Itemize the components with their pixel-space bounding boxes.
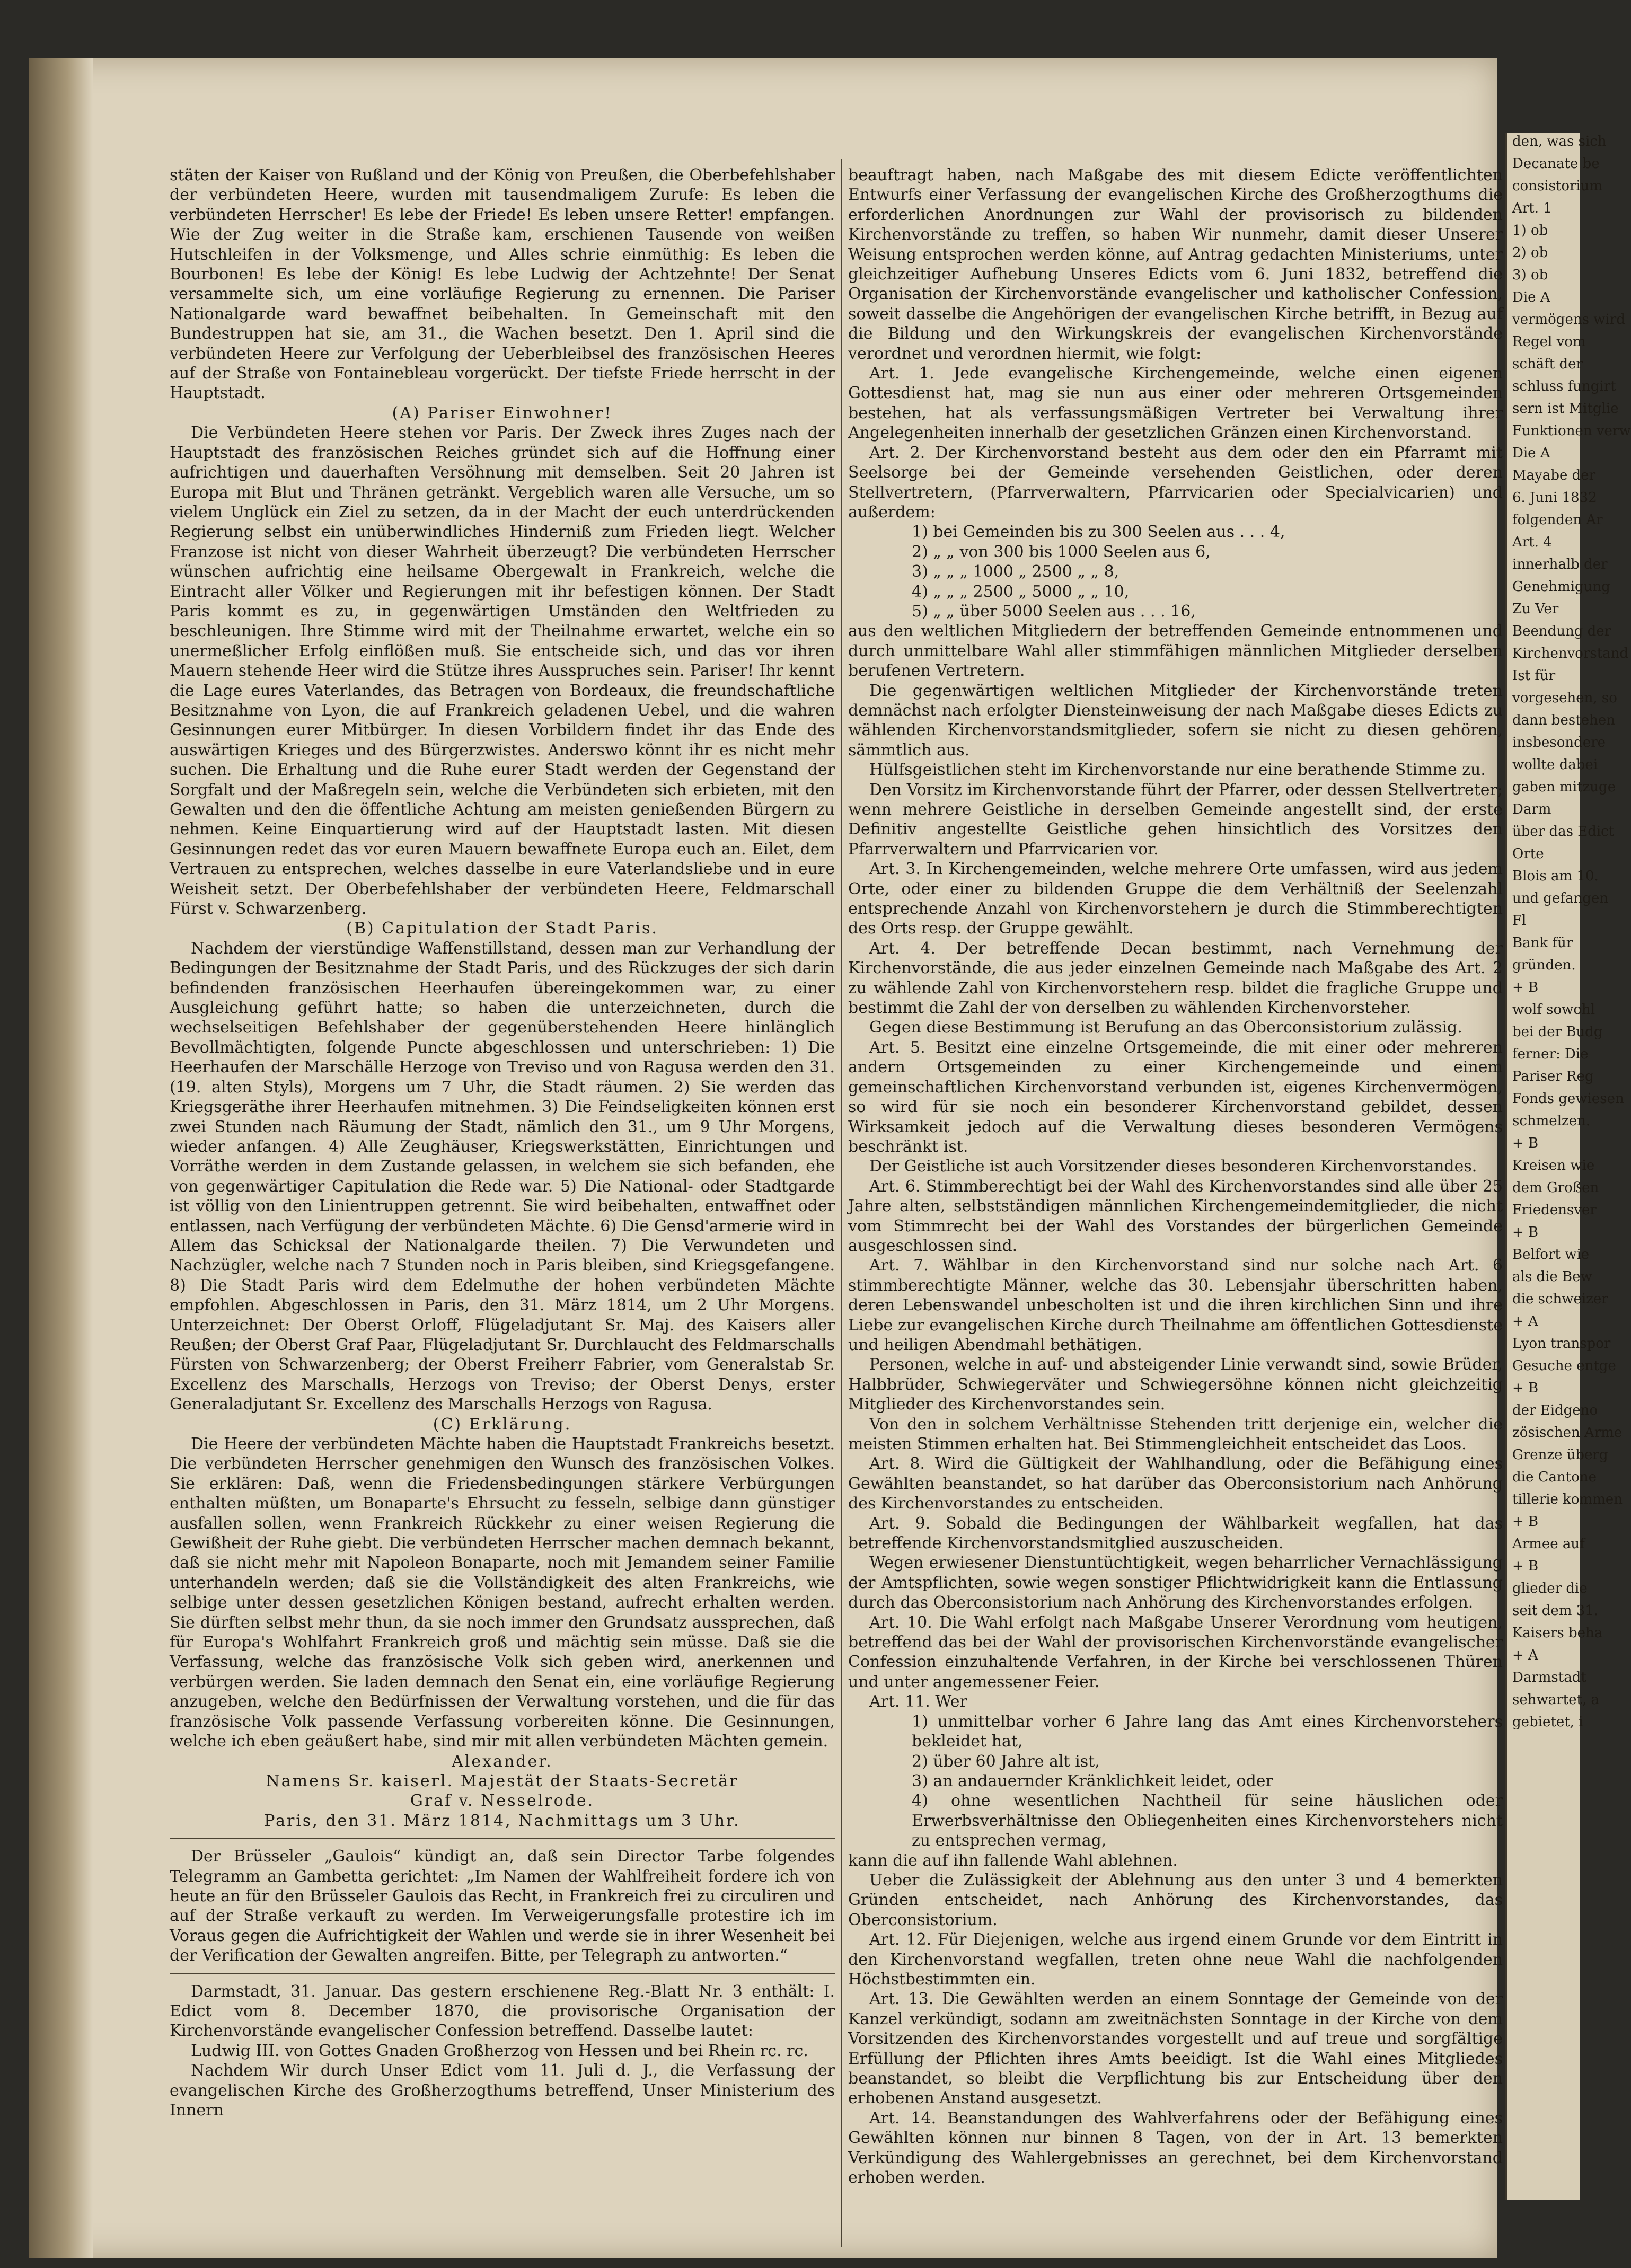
article-5: Art. 5. Besitzt eine einzelne Ortsgemeinde, die mit einer oder mehreren andern Ortsgemeinden zu einer Kirchengemeinde und einem gemeinschaftlichen Kirchenvorstand verbunden ist, eigenes Kirchenvermögen, so wird für sie noch ein besonderer Kirchenvorstand gebildet, dessen Wirksamkeit jedoch auf die Verwaltung dieses besonderen Vermögens beschränkt ist. bbox=[848, 1038, 1503, 1156]
adjacent-page-fragment: folgenden Ar bbox=[1512, 512, 1603, 528]
article-1: Art. 1. Jede evangelische Kirchengemeinde, welche einen eigenen Gottesdienst hat, mag sie nun aus einer oder mehreren Ortsgemeinden bestehen, hat als verfassungsmäßigen Vertreter bei Verwaltung ihrer Angelegenheiten innerhalb der gesetzlichen Gränzen einen Kirchenvorstand. bbox=[848, 364, 1503, 443]
seat-table-row: 2) „ „ von 300 bis 1000 Seelen aus 6, bbox=[912, 542, 1211, 561]
adjacent-page-fragment: Kreisen wie bbox=[1512, 1158, 1595, 1173]
ludwig-title: Ludwig III. von Gottes Gnaden Großherzog von Hessen und bei Rhein rc. rc. bbox=[191, 2041, 808, 2060]
right-column bbox=[848, 165, 1503, 2248]
adjacent-page-fragment: Darm bbox=[1512, 801, 1551, 817]
gaulois-article: Der Brüsseler „Gaulois“ kündigt an, daß sein Director Tarbe folgendes Telegramm an Gambetta gerichtet: „Im Namen der Wahlfreiheit fordere ich von heute an für den Brüsseler Gaulois das Recht, in Frankreich frei zu circuliren und auf der Straße verkauft zu werden. Im Verweigerungsfalle protestire ich im Voraus gegen die Aufrichtigkeit der Wahlen und werde sie in ihrer Wesenheit bei der Verification der Gewalten angreifen. Bitte, per Telegraph zu antworten.“ bbox=[170, 1847, 835, 1965]
adjacent-page-fragment: 1) ob bbox=[1512, 223, 1548, 239]
article-6: Art. 6. Stimmberechtigt bei der Wahl des Kirchenvorstandes sind alle über 25 Jahre alten, selbstständigen männlichen Kirchengemeindemitglieder, die nicht vom Stimmrecht bei der Wahl des Vorstandes der bürgerlichen Gemeinde ausgeschlossen sind. bbox=[848, 1177, 1503, 1255]
article-14: Art. 14. Beanstandungen des Wahlverfahrens oder der Befähigung eines Gewählten können nur binnen 8 Tagen, von der in Art. 13 bemerkten Verkündigung des Wahlergebnisses an gerechnet, bei dem Kirchenvorstand erhoben werden. bbox=[848, 2108, 1503, 2187]
adjacent-page-fragment: als die Bew bbox=[1512, 1269, 1592, 1285]
adjacent-page-fragment: bei der Budg bbox=[1512, 1024, 1603, 1040]
adjacent-page-fragment: die Cantone bbox=[1512, 1469, 1597, 1485]
section-heading-a: (A) Pariser Einwohner! bbox=[392, 403, 613, 422]
adjacent-page-fragment: gaben mitzuge bbox=[1512, 779, 1616, 795]
adjacent-page-fragment: sehwartet, a bbox=[1512, 1692, 1599, 1708]
adjacent-page-fragment: Bank für bbox=[1512, 935, 1573, 951]
article-2-paragraph: Den Vorsitz im Kirchenvorstande führt der Pfarrer, oder dessen Stellvertreter; wenn mehrere Geistliche in derselben Gemeinde angestellt sind, der erste Definitiv angestellte Geistliche gehen hinsichtlich des Vorsitzes den Pfarrverwaltern und Pfarrvicarien vor. bbox=[848, 780, 1503, 859]
list-item: 3) an andauernder Kränklichkeit leidet, oder bbox=[912, 1771, 1273, 1790]
section-body-b: Nachdem der vierstündige Waffenstillstand, dessen man zur Verhandlung der Bedingungen der Besitznahme der Stadt Paris, und des Rückzuges der sich darin befindenden französischen Heerhaufen übereingekommen war, zu einer Ausgleichung geführt hatte; so haben die unterzeichneten, durch die wechselseitigen Befehlshaber der gegenüberstehenden Heere hinlänglich Bevollmächtigten, folgende Puncte abgeschlossen und unterschrieben: 1) Die Heerhaufen der Marschälle Herzoge von Treviso und von Ragusa werden den 31. (19. alten Styls), Morgens um 7 Uhr, die Stadt räumen. 2) Sie werden das Kriegsgeräthe ihrer Heerhaufen mitnehmen. 3) Die Feindseligkeiten können erst zwei Stunden nach Räumung der Stadt, nämlich den 31., um 9 Uhr Morgens, wieder anfangen. 4) Alle Zeughäuser, Kriegswerkstätten, Einrichtungen und Vorräthe werden in dem Zustande gelassen, in welchem sie sich befanden, ehe von gegenwärtiger Capitulation die Rede war. 5) Die National- oder Stadtgarde ist völlig von den Linientruppen getrennt. Sie wird beibehalten, entwaffnet oder entlassen, nach Verfügung der verbündeten Mächte. 6) Die Gensd'armerie wird in Allem das Schicksal der Nationalgarde theilen. 7) Die Verwundeten und Nachzügler, welche nach 7 Stunden noch in Paris bleiben, sind Kriegsgefangene. 8) Die Stadt Paris wird dem Edelmuthe der hohen verbündeten Mächte empfohlen. Abgeschlossen in Paris, den 31. März 1814, um 2 Uhr Morgens. Unterzeichnet: Der Oberst Orloff, Flügeladjutant Sr. Maj. des Kaisers aller Reußen; der Oberst Graf Paar, Flügeladjutant Sr. Durchlaucht des Feldmarschalls Fürsten von Schwarzenberg; der Oberst Freiherr Fabrier, vom Generalstab Sr. Excellenz des Marschalls, Herzogs von Treviso; der Oberst Denys, erster Generaladjutant Sr. Excellenz des Marschalls Herzogs von Ragusa. bbox=[170, 939, 835, 1414]
list-item: 1) unmittelbar vorher 6 Jahre lang das Amt eines Kirchenvorstehers bekleidet hat, bbox=[912, 1712, 1503, 1751]
adjacent-page-fragment: vorgesehen, so bbox=[1512, 690, 1617, 706]
adjacent-page-fragment: + B bbox=[1512, 1558, 1539, 1574]
seat-table-row: 3) „ „ „ 1000 „ 2500 „ „ 8, bbox=[912, 562, 1119, 581]
adjacent-page-fragment: + A bbox=[1512, 1313, 1538, 1329]
edict-preamble: Nachdem Wir durch Unser Edict vom 11. Juli d. J., die Verfassung der evangelischen Kirche des Großherzogthums betreffend, Unser Ministerium des Innern bbox=[170, 2061, 835, 2120]
adjacent-page-fragment: Decanate be bbox=[1512, 156, 1600, 172]
article-3: Art. 3. In Kirchengemeinden, welche mehrere Orte umfassen, wird aus jedem Orte, oder einer zu bildenden Gruppe die dem Verhältniß der Seelenzahl entsprechende Anzahl von Kirchenvorstehern je durch die Stimmberechtigten des Orts resp. der Gruppe gewählt. bbox=[848, 860, 1503, 938]
adjacent-page-fragment: Ist für bbox=[1512, 668, 1556, 684]
adjacent-page-fragment: Blois am 10. bbox=[1512, 868, 1599, 884]
article-4: Art. 4. Der betreffende Decan bestimmt, nach Vernehmung der Kirchenvorstände, die aus jeder einzelnen Gemeinde nach Maßgabe des Art. 2 zu wählende Zahl von Kirchenvorstehern resp. bildet die fragliche Gruppe und bestimmt die Zahl der von derselben zu wählenden Kirchenvorsteher. bbox=[848, 939, 1503, 1018]
edict-intro: beauftragt haben, nach Maßgabe des mit diesem Edicte veröffentlichten Entwurfs einer Verfassung der evangelischen Kirche des Großherzogthums die erforderlichen Anordnungen zur Wahl der provisorisch zu bildenden Kirchenvorstände zu treffen, so haben Wir nunmehr, damit dieser Unserer Weisung entsprochen werden könne, auf Antrag gedachten Ministeriums, unter gleichzeitiger Aufhebung Unseres Edicts vom 6. Juni 1832, betreffend die Organisation der Kirchenvorstände evangelischer und katholischer Confession, soweit dasselbe die Angehörigen der evangelischen Kirche betrifft, in Bezug auf die Bildung und den Wirkungskreis der evangelischen Kirchenvorstände verordnet und verordnen hiermit, wie folgt: bbox=[848, 166, 1503, 363]
adjacent-page-fragment: Lyon transpor bbox=[1512, 1336, 1611, 1352]
adjacent-page-fragment: + A bbox=[1512, 1647, 1538, 1663]
article-11-continued: kann die auf ihn fallende Wahl ablehnen. bbox=[848, 1851, 1178, 1870]
adjacent-page-fragment: Die A bbox=[1512, 445, 1550, 461]
adjacent-page-fragment: den, was sich bbox=[1512, 134, 1607, 149]
adjacent-page-fragment: Zu Ver bbox=[1512, 601, 1559, 617]
adjacent-page-fragment: schmelzen. bbox=[1512, 1113, 1591, 1129]
adjacent-page-fragment: Mayabe der bbox=[1512, 467, 1596, 483]
dateline: Paris, den 31. März 1814, Nachmittags um 3 Uhr. bbox=[264, 1811, 740, 1830]
adjacent-page-fragment: Genehmigung bbox=[1512, 579, 1610, 595]
adjacent-page-fragment: 2) ob bbox=[1512, 245, 1548, 261]
adjacent-page-fragment: + B bbox=[1512, 1224, 1539, 1240]
adjacent-page-fragment: + B bbox=[1512, 1514, 1539, 1530]
adjacent-page-fragment: Darmstadt bbox=[1512, 1670, 1586, 1685]
adjacent-page-fragment: ferner: Die bbox=[1512, 1046, 1589, 1062]
article-8: Art. 8. Wird die Gültigkeit der Wahlhandlung, oder die Befähigung eines Gewählten beanstandet, so hat darüber das Oberconsistorium nach Anhörung des Kirchenvorstandes zu entscheiden. bbox=[848, 1454, 1503, 1513]
adjacent-page-fragment: gebietet, i bbox=[1512, 1714, 1583, 1730]
adjacent-page-fragment: Beendung der bbox=[1512, 623, 1611, 639]
adjacent-page-fragment: Pariser Reg bbox=[1512, 1069, 1594, 1084]
adjacent-page-fragment: Art. 4 bbox=[1512, 534, 1552, 550]
section-heading-b: (B) Capitulation der Stadt Paris. bbox=[346, 919, 658, 938]
adjacent-page-fragment: zösischen Arme bbox=[1512, 1425, 1623, 1441]
signature-line-2: Graf v. Nesselrode. bbox=[410, 1792, 595, 1811]
adjacent-page-fragment: dem Großen bbox=[1512, 1180, 1599, 1196]
adjacent-page-fragment: Grenze überg bbox=[1512, 1447, 1608, 1463]
adjacent-page-fragment: die schweizer bbox=[1512, 1291, 1608, 1307]
section-body-c: Die Heere der verbündeten Mächte haben die Hauptstadt Frankreichs besetzt. Die verbündeten Herrscher genehmigen den Wunsch des französischen Volkes. Sie erklären: Daß, wenn die Friedensbedingungen stärkere Verbürgungen enthalten müßten, um Bonaparte's Ehrsucht zu fesseln, selbige dann günstiger ausfallen sollen, wenn Frankreich Rückkehr zu einer weisen Regierung die Gewißheit der Ruhe giebt. Die verbündeten Herrscher machen demnach bekannt, daß sie nicht mehr mit Napoleon Bonaparte, noch mit Jemandem seiner Familie unterhandeln werden; daß sie die Vollständigkeit des alten Frankreichs, wie selbige unter dessen gesetzlichen Königen bestand, aufrecht erhalten werden. Sie dürften selbst mehr thun, da sie noch immer den Grundsatz aussprechen, daß für Europa's Wohlfahrt Frankreich groß und mächtig sein müsse. Daß sie die Verfassung, welche das französische Volk sich geben wird, anerkennen und verbürgen werden. Sie laden demnach den Senat ein, eine vorläufige Regierung anzugeben, welche den Bedürfnissen der Verwaltung vorstehen, und die für das französische Volk passende Verfassung vorbereiten könne. Die Gesinnungen, welche ich eben geäußert habe, sind mir mit allen verbündeten Mächten gemein. bbox=[170, 1435, 835, 1751]
article-2: Art. 2. Der Kirchenvorstand besteht aus dem oder den ein Pfarramt mit Seelsorge bei der Gemeinde versehenden Geistlichen, oder deren Stellvertretern, (Pfarrverwaltern, Pfarrvicarien oder Specialvicarien) und außerdem: bbox=[848, 443, 1503, 522]
adjacent-page-fragment: vermögens wird bbox=[1512, 312, 1625, 328]
adjacent-page-fragment: insbesondere bbox=[1512, 735, 1606, 751]
adjacent-page-fragment: Die A bbox=[1512, 289, 1550, 305]
adjacent-page-fragment: Fonds gewiesen bbox=[1512, 1091, 1624, 1107]
divider bbox=[170, 1838, 835, 1839]
adjacent-page-fragment: Orte bbox=[1512, 846, 1544, 862]
article-4-paragraph: Gegen diese Bestimmung ist Berufung an das Oberconsistorium zulässig. bbox=[869, 1018, 1462, 1037]
book-binding bbox=[29, 58, 93, 2258]
adjacent-page-fragment: sern ist Mitglie bbox=[1512, 401, 1619, 417]
seat-table-row: 4) „ „ „ 2500 „ 5000 „ „ 10, bbox=[912, 582, 1130, 601]
section-body-a: Die Verbündeten Heere stehen vor Paris. Der Zweck ihres Zuges nach der Hauptstadt des französischen Reiches gründet sich auf die Hoffnung einer aufrichtigen und dauerhaften Versöhnung mit demselben. Seit 20 Jahren ist Europa mit Blut und Thränen getränkt. Vergeblich waren alle Versuche, um so vielem Unglück ein Ziel zu setzen, da in der Macht der euch unterdrückenden Regierung selbst ein unüberwindliches Hinderniß zum Frieden liegt. Welcher Franzose ist nicht von dieser Wahrheit überzeugt? Die verbündeten Herrscher wünschen aufrichtig eine heilsame Obergewalt in Frankreich, welche die Eintracht aller Völker und Regierungen mit ihr befestigen können. Der Stadt Paris kommt es zu, in gegenwärtigen Umständen den Weltfrieden zu beschleunigen. Ihre Stimme wird mit der Theilnahme erwartet, welche ein so unermeßlicher Erfolg einflößen muß. Sie entscheide sich, und das vor ihren Mauern stehende Heer wird die Stütze ihres Ausspruches sein. Pariser! Ihr kennt die Lage eures Vaterlandes, das Betragen von Bordeaux, die freundschaftliche Besitznahme von Lyon, die auf Frankreich geladenen Uebel, und die wahren Gesinnungen eurer Mitbürger. In diesen Vorbildern findet ihr das Ende des auswärtigen Krieges und des Bürgerzwistes. Anderswo könnt ihr es nicht mehr suchen. Die Erhaltung und die Ruhe eurer Stadt werden der Gegenstand der Sorgfalt und der Maßregeln sein, welche die Verbündeten sich erbieten, mit den Gewalten und den die öffentliche Achtung am meisten genießenden Bürgern zu nehmen. Keine Einquartierung wird auf der Hauptstadt lasten. Mit diesen Gesinnungen redet das vor euren Mauern bewaffnete Europa euch an. Eilet, dem Vertrauen zu entsprechen, welches dasselbe in eure Vaterlandsliebe und in eure Weisheit setzt. Der Oberbefehlshaber der verbündeten Heere, Feldmarschall Fürst v. Schwarzenberg. bbox=[170, 423, 835, 919]
adjacent-page-fragment: Kirchenvorstand bbox=[1512, 646, 1629, 661]
list-item: 2) über 60 Jahre alt ist, bbox=[912, 1752, 1100, 1771]
adjacent-page-fragment: seit dem 31. bbox=[1512, 1603, 1599, 1619]
article-5-paragraph: Der Geistliche ist auch Vorsitzender dieses besonderen Kirchenvorstandes. bbox=[869, 1157, 1477, 1176]
article-2-paragraph: Hülfsgeistlichen steht im Kirchenvorstande nur eine berathende Stimme zu. bbox=[869, 761, 1486, 780]
adjacent-page-fragment: schäft der bbox=[1512, 356, 1583, 372]
adjacent-page-fragment: dann bestehen bbox=[1512, 712, 1615, 728]
adjacent-page-fragment: tillerie kommen bbox=[1512, 1492, 1623, 1507]
adjacent-page-fragment: Regel vom bbox=[1512, 334, 1586, 350]
adjacent-page-fragment: wollte dabei bbox=[1512, 757, 1598, 773]
adjacent-page-fragment: Armee auf bbox=[1512, 1536, 1585, 1552]
seat-table-row: 1) bei Gemeinden bis zu 300 Seelen aus . . . 4, bbox=[912, 523, 1285, 542]
adjacent-page-fragment: Friedensver bbox=[1512, 1202, 1597, 1218]
seat-table-row: 5) „ „ über 5000 Seelen aus . . . 16, bbox=[912, 602, 1196, 621]
adjacent-page-edge bbox=[1505, 133, 1631, 2200]
article-11-list bbox=[848, 1712, 1503, 1851]
signature-line-1: Namens Sr. kaiserl. Majestät der Staats-Secretär bbox=[266, 1771, 739, 1790]
adjacent-page-fragment: Gesuche entge bbox=[1512, 1358, 1616, 1374]
article-12: Art. 12. Für Diejenigen, welche aus irgend einem Grunde vor dem Eintritt in den Kirchenvorstand wegfallen, treten ohne neue Wahl die nachfolgenden Höchstbestimmten ein. bbox=[848, 1930, 1503, 1989]
adjacent-page-fragment: der Eidgeno bbox=[1512, 1402, 1598, 1418]
section-heading-c: (C) Erklärung. bbox=[433, 1415, 572, 1434]
adjacent-page-fragment: + B bbox=[1512, 1380, 1539, 1396]
article-9-paragraph: Wegen erwiesener Dienstuntüchtigkeit, wegen beharrlicher Vernachlässigung der Amtspflichten, sowie wegen sonstiger Pflichtwidrigkeit kann die Entlassung durch das Oberconsistorium nach Anhörung des Kirchenvorstandes erfolgen. bbox=[848, 1554, 1503, 1612]
darmstadt-article: Darmstadt, 31. Januar. Das gestern erschienene Reg.-Blatt Nr. 3 enthält: I. Edict vom 8. December 1870, die provisorische Organisation der Kirchenvorstände evangelischer Confession betreffend. Dasselbe lautet: bbox=[170, 1982, 835, 2041]
adjacent-page-fragment: Kaisers beha bbox=[1512, 1625, 1603, 1641]
article-intro: stäten der Kaiser von Rußland und der König von Preußen, die Oberbefehlshaber der verbündeten Heere, wurden mit tausendmaligem Zurufe: Es leben die verbündeten Herrscher! Es lebe der Friede! Es leben unsere Retter! empfangen. Wie der Zug weiter in die Straße kam, erschienen Tausende von weißen Hutschleifen in der Volksmenge, und Alles schrie einmüthig: Es leben die Bourbonen! Es lebe der König! Es lebe Ludwig der Achtzehnte! Der Senat versammelte sich, um eine vorläufige Regierung zu ernennen. Die Pariser Nationalgarde ward bewaffnet beibehalten. In Gemeinschaft mit den Bundestruppen hat sie, am 31., die Wachen besetzt. Den 1. April sind die verbündeten Heere zur Verfolgung der Ueberbleibsel des französischen Heeres auf der Straße von Fontainebleau vorgerückt. Der tiefste Friede herrscht in der Hauptstadt. bbox=[170, 166, 835, 403]
list-item: 4) ohne wesentlichen Nachtheil für seine häuslichen oder Erwerbsverhältnisse den Obliegenheiten eines Kirchenvorstehers nicht zu entsprechen vermag, bbox=[912, 1792, 1503, 1850]
adjacent-page-fragment: und gefangen bbox=[1512, 890, 1609, 906]
divider bbox=[170, 1973, 835, 1974]
adjacent-page-fragment: Fl bbox=[1512, 913, 1527, 929]
article-2-paragraph: Die gegenwärtigen weltlichen Mitglieder der Kirchenvorstände treten demnächst nach erfolgter Diensteinweisung der nach Maßgabe dieses Edicts zu wählenden Kirchenvorstandsmitglieder, sofern sie nicht zu diesen gehören, sämmtlich aus. bbox=[848, 681, 1503, 760]
adjacent-page-fragment: Funktionen verw bbox=[1512, 423, 1631, 439]
adjacent-page-fragment: wolf sowohl bbox=[1512, 1002, 1595, 1018]
article-9: Art. 9. Sobald die Bedingungen der Wählbarkeit wegfallen, hat das betreffende Kirchenvorstandsmitglied auszuscheiden. bbox=[848, 1514, 1503, 1553]
adjacent-page-fragment: glieder die bbox=[1512, 1581, 1588, 1596]
adjacent-page-fragment: gründen. bbox=[1512, 957, 1576, 973]
signature-name: Alexander. bbox=[452, 1752, 553, 1771]
seat-table bbox=[848, 522, 1503, 621]
article-7: Art. 7. Wählbar in den Kirchenvorstand sind nur solche nach Art. 6 stimmberechtigte Männer, welche das 30. Lebensjahr überschritten haben, deren Lebenswandel unbescholten ist und die ihren kirchlichen Sinn und ihre Liebe zur evangelischen Kirche durch Theilnahme am öffentlichen Gottesdienste und heiligen Abendmahl bethätigen. bbox=[848, 1256, 1503, 1354]
adjacent-page-fragment: 3) ob bbox=[1512, 267, 1548, 283]
adjacent-page-fragment: 6. Juni 1832 bbox=[1512, 490, 1597, 506]
article-11: Art. 11. Wer bbox=[869, 1692, 967, 1711]
article-7-paragraph: Von den in solchem Verhältnisse Stehenden tritt derjenige ein, welcher die meisten Stimmen erhalten hat. Bei Stimmengleichheit entscheidet das Loos. bbox=[848, 1415, 1503, 1453]
left-column bbox=[170, 165, 835, 2248]
article-7-paragraph: Personen, welche in auf- und absteigender Linie verwandt sind, sowie Brüder, Halbbrüder, Schwiegerväter und Schwiegersöhne können nicht gleichzeitig Mitglieder des Kirchenvorstandes sein. bbox=[848, 1355, 1503, 1414]
column-rule bbox=[841, 159, 842, 2247]
adjacent-page-fragment: consistorium bbox=[1512, 178, 1603, 194]
adjacent-page-fragment: Belfort wie bbox=[1512, 1247, 1590, 1263]
adjacent-page-fragment: über das Edict bbox=[1512, 824, 1615, 840]
article-13: Art. 13. Die Gewählten werden an einem Sonntage der Gemeinde von der Kanzel verkündigt, sodann am zweitnächsten Sonntage in der Kirche von dem Vorsitzenden des Kirchenvorstandes vorgestellt und auf treue und sorgfältige Erfüllung der Pflichten ihres Amts beeidigt. Ist die Wahl eines Mitgliedes beanstandet, so bleibt die Verpflichtung bis zur Entscheidung über den erhobenen Anstand ausgesetzt. bbox=[848, 1990, 1503, 2108]
article-11-paragraph: Ueber die Zulässigkeit der Ablehnung aus den unter 3 und 4 bemerkten Gründen entscheidet, nach Anhörung des Kirchenvorstandes, das Oberconsistorium. bbox=[848, 1870, 1503, 1929]
adjacent-page-fragment: + B bbox=[1512, 1135, 1539, 1151]
article-2-continued: aus den weltlichen Mitgliedern der betreffenden Gemeinde entnommenen und durch unmittelbare Wahl aller stimmfähigen männlichen Mitglieder derselben berufenen Vertretern. bbox=[848, 622, 1503, 681]
adjacent-page-fragment: schluss fungirt bbox=[1512, 378, 1616, 394]
adjacent-page-fragment: + B bbox=[1512, 979, 1539, 995]
adjacent-page-fragment: innerhalb der bbox=[1512, 557, 1608, 572]
article-10: Art. 10. Die Wahl erfolgt nach Maßgabe Unserer Verordnung vom heutigen, betreffend das bei der Wahl der provisorischen Kirchenvorstände evangelischer Confession einzuhaltende Verfahren, in der Kirche bei verschlossenen Thüren und unter angemessener Feier. bbox=[848, 1613, 1503, 1691]
adjacent-page-fragment: Art. 1 bbox=[1512, 200, 1552, 216]
